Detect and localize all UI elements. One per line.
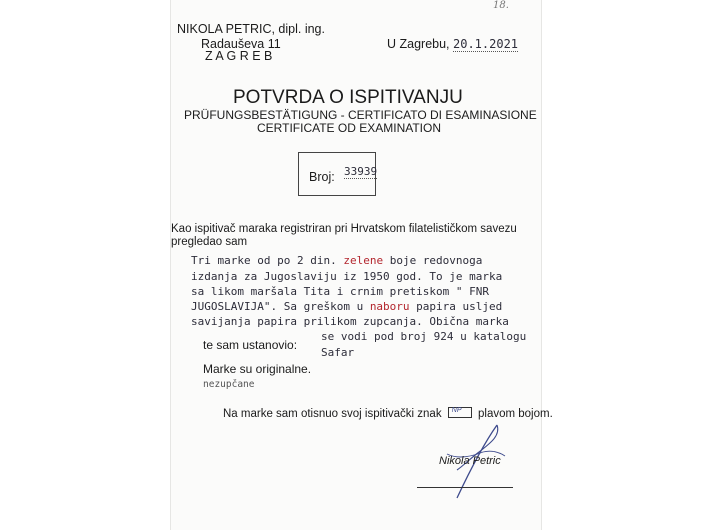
stamp-statement-b: plavom bojom.: [478, 408, 553, 420]
certificate-number-box: [298, 152, 376, 196]
issuer-name: NIKOLA PETRIC, dipl. ing.: [177, 22, 325, 36]
issuer-street: Radauševa 11: [201, 37, 281, 51]
description-line-2: izdanja za Jugoslaviju iz 1950 god. To je marka: [191, 270, 503, 283]
established-label: te sam ustanovio:: [203, 338, 298, 352]
page-number: 18.: [493, 0, 509, 11]
certificate-number-label: Broj:: [309, 170, 335, 184]
description-line-1: [191, 254, 482, 267]
original-statement: Marke su originalne.: [203, 362, 312, 376]
stamp-statement-a: Na marke sam otisnuo svoj ispitivački znak: [223, 408, 442, 420]
description-line-4-a: JUGOSLAVIJA". Sa greškom u: [191, 300, 370, 313]
description-line-5: savijanja papira prilikom zupcanja. Obična marka: [191, 315, 509, 328]
document-subtitle-1: PRÜFUNGSBESTÄTIGUNG - CERTIFICATO DI ESAMINASIONE: [184, 108, 537, 122]
established-text-1: se vodi pod broj 924 u katalogu: [321, 330, 527, 343]
certificate-page: [170, 0, 553, 530]
description-color-word: zelene: [343, 254, 384, 267]
imperforate-note: nezupčane: [203, 379, 255, 390]
signature-line: [417, 487, 513, 488]
description-line-3: sa likom maršala Tita i crnim pretiskom " FNR: [191, 285, 490, 298]
description-fold-word: naboru: [369, 300, 410, 313]
place-label: U Zagrebu,: [387, 37, 450, 51]
description-line-4-c: papira usljed: [409, 300, 503, 313]
description-line-1-c: boje redovnoga: [383, 254, 483, 267]
description-line-1-a: Tri marke od po 2 din.: [191, 254, 344, 267]
intro-line-1: Kao ispitivač maraka registriran pri Hrvatskom filatelističkom savezu: [171, 223, 517, 235]
examiner-mark: [448, 407, 472, 418]
established-text-2: Safar: [321, 346, 355, 359]
document-title: POTVRDA O ISPITIVANJU: [233, 87, 463, 108]
signature-name: Nikola Petric: [439, 455, 501, 467]
intro-line-2: pregledao sam: [171, 236, 248, 248]
issuer-city: Z A G R E B: [205, 49, 273, 63]
description-line-4: [191, 300, 502, 313]
examiner-mark-text: NP: [451, 407, 462, 414]
document-subtitle-2: CERTIFICATE OD EXAMINATION: [257, 121, 442, 135]
stamp-statement: [223, 407, 553, 420]
issue-date: 20.1.2021: [453, 37, 519, 51]
certificate-number-value: 33939: [344, 165, 378, 178]
